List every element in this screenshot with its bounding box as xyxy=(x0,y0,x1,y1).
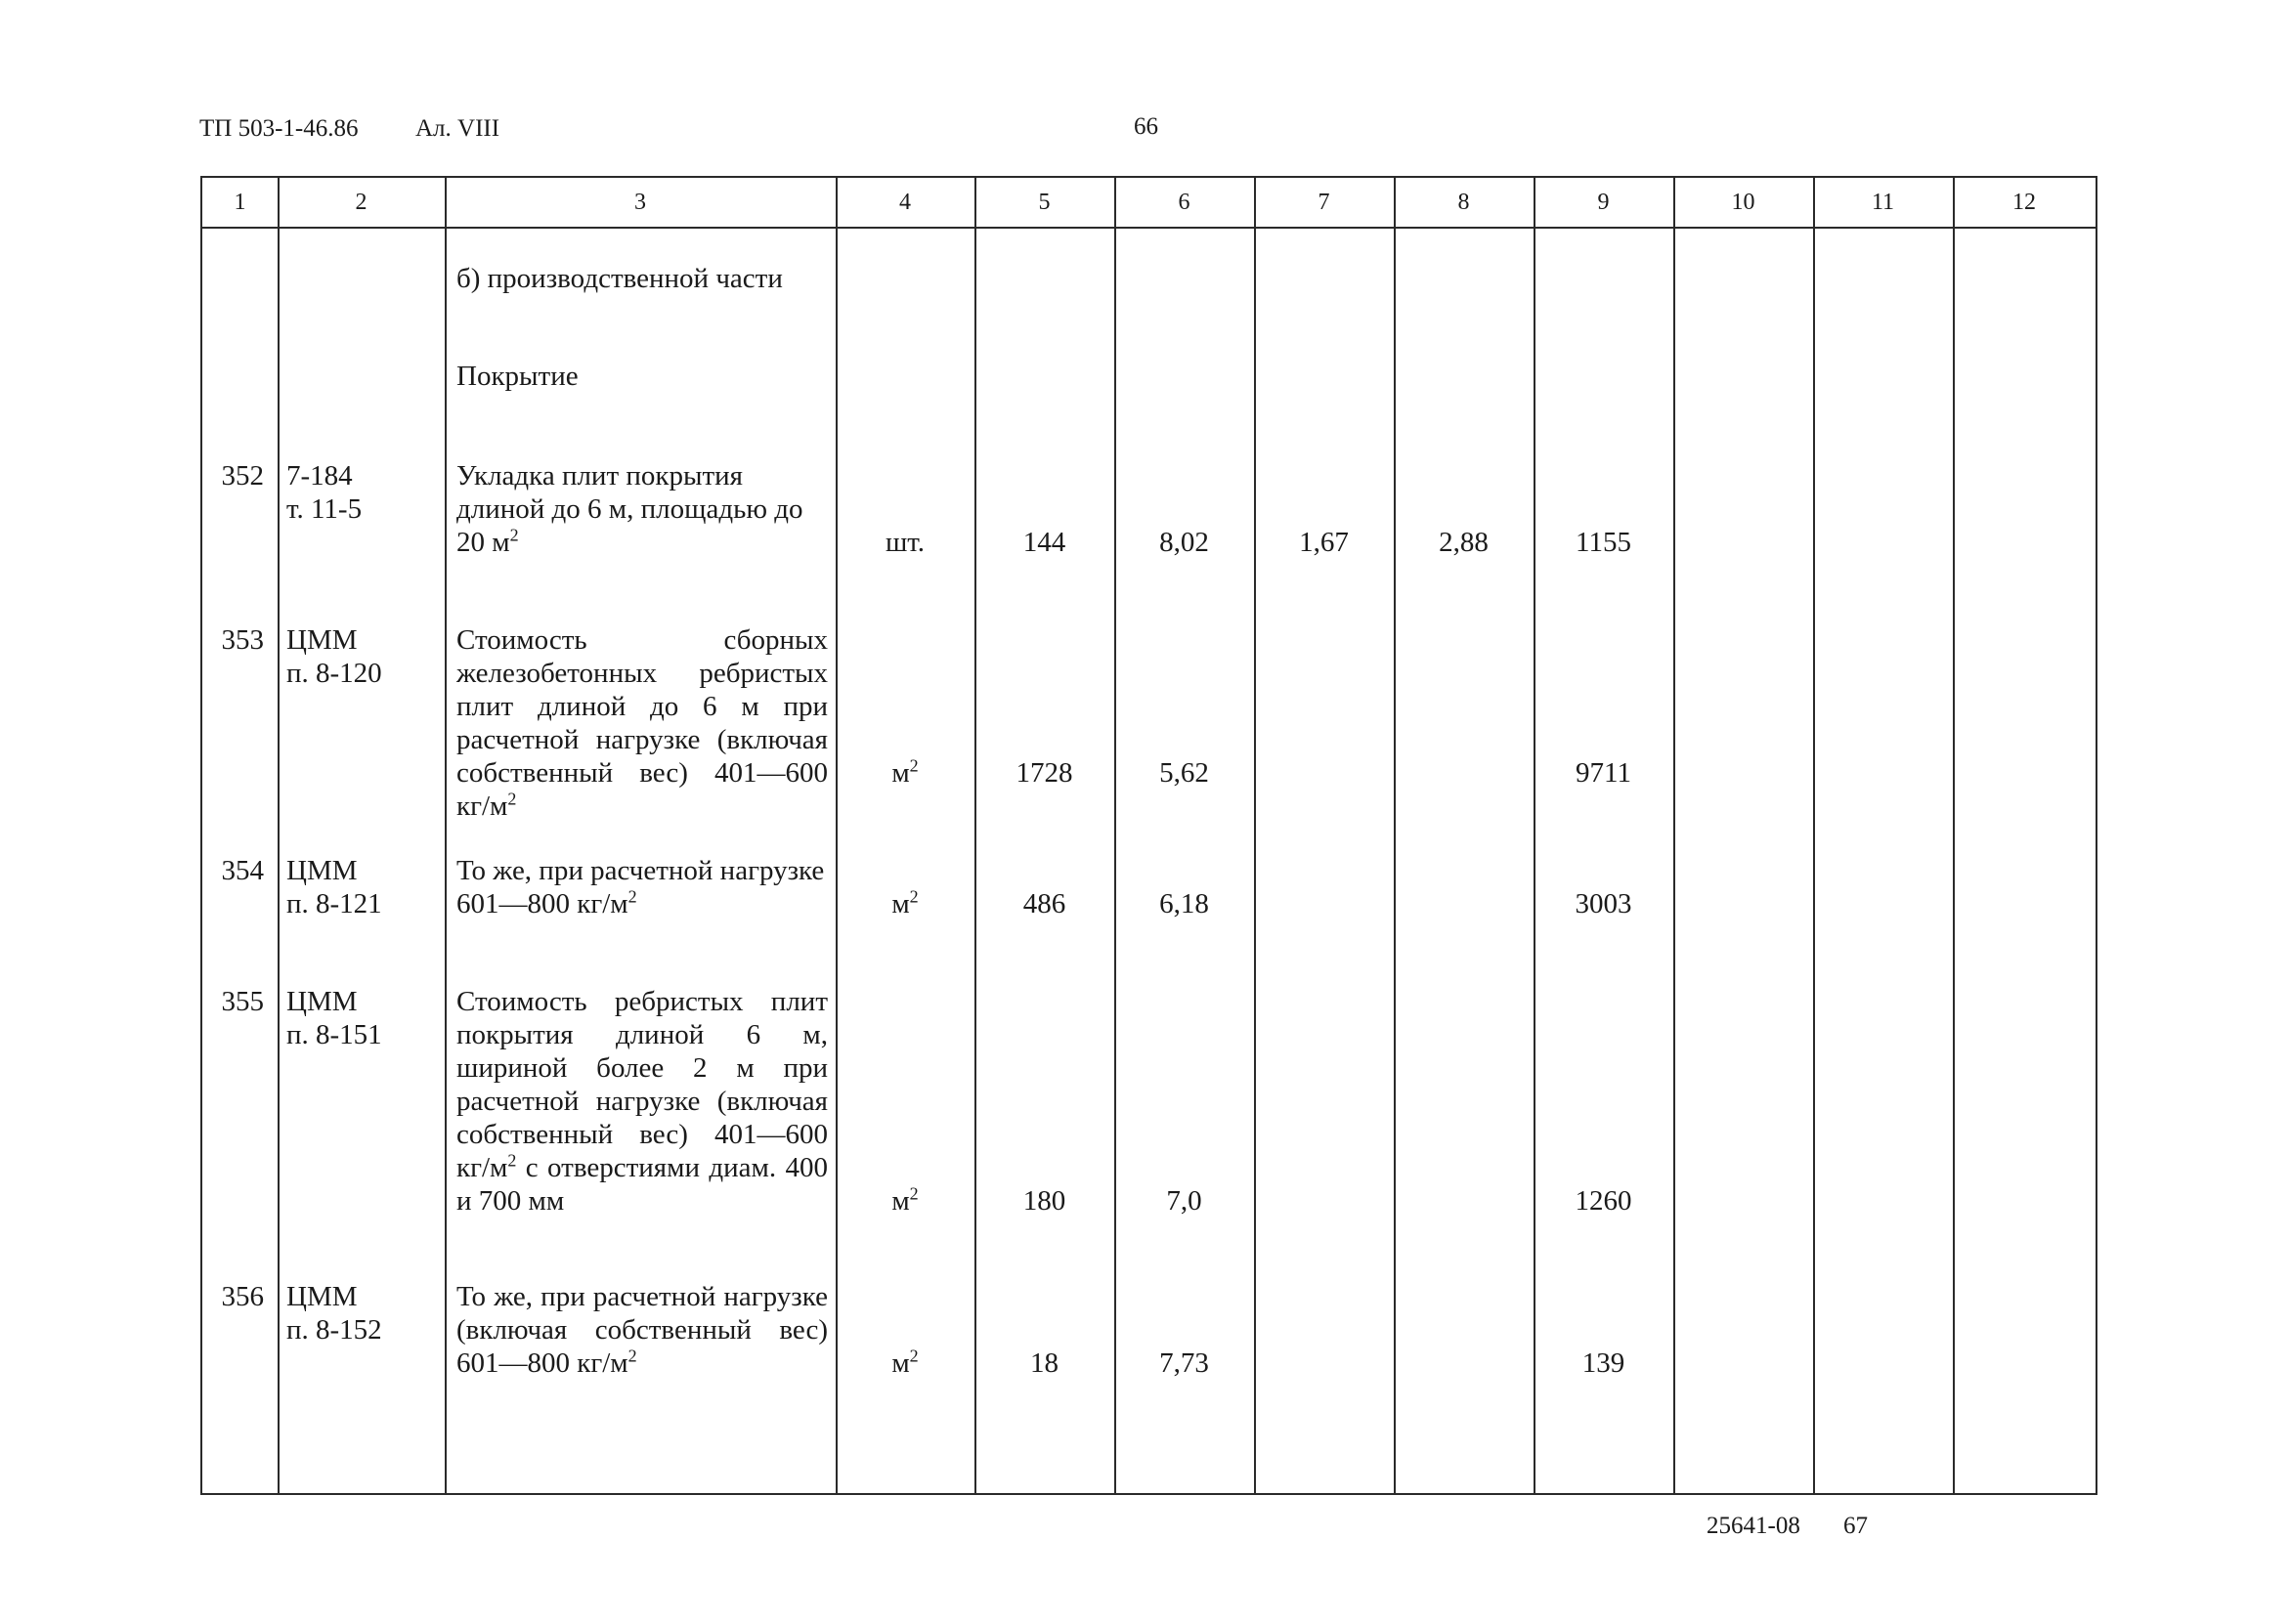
cell-col9: 1155 xyxy=(1576,527,1631,558)
cell-col7: 1,67 xyxy=(1299,527,1349,558)
cell-col6: 6,18 xyxy=(1159,888,1209,919)
subsection-title: б) производственной части xyxy=(456,263,783,294)
cell-col6: 7,73 xyxy=(1159,1347,1209,1379)
column-divider xyxy=(1254,178,1256,1493)
cell-col5: 1728 xyxy=(1016,757,1073,789)
column-header-3: 3 xyxy=(634,190,646,215)
price-code: 7-184 т. 11-5 xyxy=(286,460,363,525)
estimate-table xyxy=(200,176,2097,1495)
column-header-7: 7 xyxy=(1318,190,1330,215)
unit: $м^2$ xyxy=(891,1346,919,1379)
cell-col5: 18 xyxy=(1030,1347,1059,1379)
column-divider xyxy=(836,178,838,1493)
column-divider xyxy=(1673,178,1675,1493)
cell-col6: 8,02 xyxy=(1159,527,1209,558)
price-code: ЦММ п. 8-152 xyxy=(286,1281,382,1346)
work-description: Стоимость сборных железобетонных ребристых плит длиной до 6 м при расчетной нагрузке (включая собственный вес) 401—600 $кг/м^2$ xyxy=(456,624,828,822)
column-divider xyxy=(1953,178,1955,1493)
cell-col9: 3003 xyxy=(1575,888,1632,919)
unit: $м^2$ xyxy=(891,755,919,789)
unit: $м^2$ xyxy=(891,886,919,919)
header-divider xyxy=(202,227,2096,229)
row-number: 356 xyxy=(221,1281,264,1312)
column-header-11: 11 xyxy=(1871,190,1895,215)
column-divider xyxy=(1534,178,1535,1493)
cell-col5: 144 xyxy=(1022,527,1066,558)
unit: шт. xyxy=(885,527,926,558)
row-number: 352 xyxy=(221,460,264,491)
column-divider xyxy=(1114,178,1116,1493)
column-divider xyxy=(974,178,976,1493)
column-divider xyxy=(445,178,447,1493)
cell-col6: 7,0 xyxy=(1166,1185,1202,1217)
column-header-8: 8 xyxy=(1457,190,1470,215)
footer-code: 25641-08 xyxy=(1707,1513,1800,1539)
document-code: ТП 503-1-46.86 xyxy=(199,115,359,142)
cell-col8: 2,88 xyxy=(1439,527,1489,558)
column-divider xyxy=(278,178,280,1493)
work-description: Стоимость ребристых плит покрытия длиной 6 м, шириной более 2 м при расчетной нагрузке (включая собственный вес) 401—600 $кг/м^2$ с отверстиями диам. 400 и 700 мм xyxy=(456,986,828,1217)
work-description: То же, при расчетной нагрузке (включая собственный вес) 601—800 $кг/м^2$ xyxy=(456,1281,828,1379)
row-number: 353 xyxy=(221,624,264,656)
row-number: 354 xyxy=(221,855,264,886)
page-number: 66 xyxy=(1134,113,1158,140)
column-header-6: 6 xyxy=(1178,190,1190,215)
work-description: Укладка плит покрытия длиной до 6 м, площадью до 20 $м^2$ xyxy=(456,460,803,558)
price-code: ЦММ п. 8-120 xyxy=(286,624,382,689)
work-description: То же, при расчетной нагрузке 601—800 $кг/м^2$ xyxy=(456,855,825,919)
column-header-12: 12 xyxy=(2012,190,2036,215)
group-title: Покрытие xyxy=(456,361,579,392)
footer-page: 67 xyxy=(1843,1513,1868,1539)
column-divider xyxy=(1813,178,1815,1493)
cell-col9: 139 xyxy=(1581,1347,1625,1379)
sheet-label: Ал. VIII xyxy=(415,115,500,142)
cell-col5: 180 xyxy=(1022,1185,1066,1217)
column-header-4: 4 xyxy=(899,190,911,215)
column-header-1: 1 xyxy=(234,190,246,215)
column-header-9: 9 xyxy=(1597,190,1610,215)
column-header-5: 5 xyxy=(1038,190,1051,215)
cell-col6: 5,62 xyxy=(1159,757,1209,789)
unit: $м^2$ xyxy=(891,1183,919,1217)
row-number: 355 xyxy=(221,986,264,1017)
column-header-2: 2 xyxy=(355,190,367,215)
column-divider xyxy=(1394,178,1396,1493)
column-header-10: 10 xyxy=(1731,190,1755,215)
cell-col5: 486 xyxy=(1022,888,1066,919)
cell-col9: 1260 xyxy=(1575,1185,1632,1217)
price-code: ЦММ п. 8-151 xyxy=(286,986,382,1050)
cell-col9: 9711 xyxy=(1576,757,1631,789)
price-code: ЦММ п. 8-121 xyxy=(286,855,382,919)
